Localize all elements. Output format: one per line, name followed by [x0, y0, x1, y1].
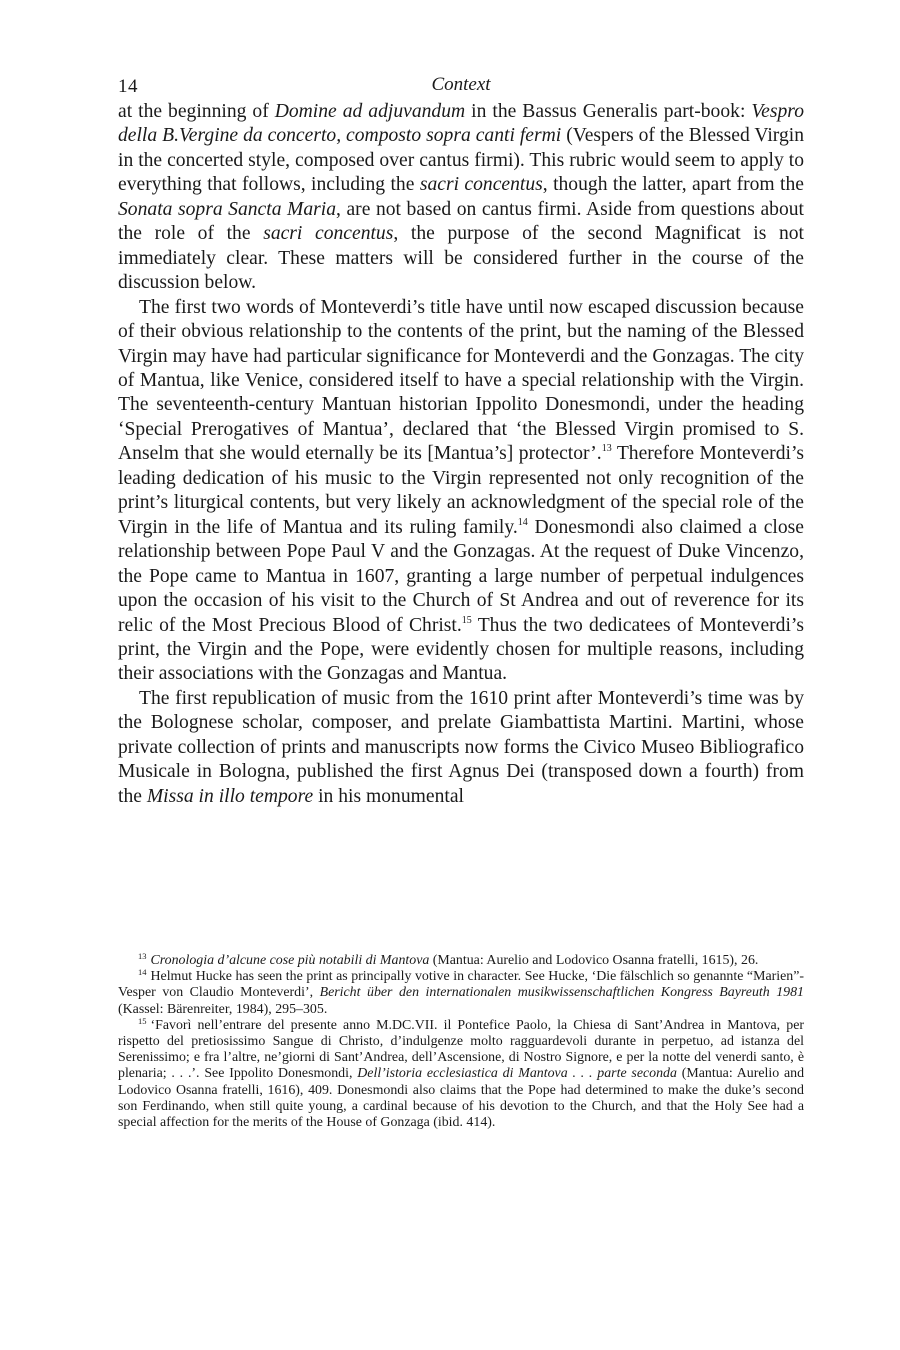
text-run: in his monumental — [313, 785, 464, 807]
italic-title: Domine ad adjuvandum — [274, 101, 466, 122]
footnote-number: 15 — [138, 1015, 147, 1026]
text-run: ‘Favorì nell’entrare del presente anno M.DC.VII. il Pontefice Paolo, la Chiesa di Sant’Andrea in Mantova, per rispetto del pretiosissimo Sangue di Christo, d’indulgenze molto ragguardevoli durante in perpetuo, ad istanza del Serenissimo; e fra l’altre, ne’giorni di Sant’Andrea, dell’Ascensione, di Nostro Signore, e per la notte del venerdi santo, è plenaria; . . .’. See Ippolito Donesmondi, — [118, 1017, 804, 1082]
text-run: , are not based on cantus firmi. Aside from questions about the role of the — [118, 198, 804, 245]
italic-title: Missa in illo tempore — [146, 785, 314, 807]
text-run: The first republication of music from the 1610 print after Monteverdi’s time was by the Bolognese scholar, composer, and prelate Giambattista Martini. Martini, whose private collection of prints and manuscripts now forms the Civico Museo Bibliografico Musicale in Bologna, published the first Agnus Dei (transposed down a fourth) from the — [118, 687, 804, 807]
italic-title: sacri concentus — [419, 174, 543, 196]
italic-title: sacri concentus — [263, 223, 394, 245]
footnote-reference[interactable]: 13 — [601, 443, 612, 455]
text-run: The first two words of Monteverdi’s title have until now escaped discussion because of their obvious relationship to the contents of the print, but the naming of the Blessed Virgin may have had particular significance for Monteverdi and the Gonzagas. The city of Mantua, like Venice, considered itself to have a special relationship with the Virgin. The seventeenth-century Mantuan historian Ippolito Donesmondi, under the heading ‘Special Prerogatives of Mantua’, declared that ‘the Blessed Virgin promised to S. Anselm that she would eternally be its [Mantua’s] protector’. — [118, 296, 804, 465]
italic-title: Dell’istoria ecclesiastica di Mantova . . . parte seconda — [357, 1066, 677, 1082]
body-text — [118, 100, 804, 809]
footnote — [118, 1015, 805, 1131]
text-run: Donesmondi also claimed a close relationship between Pope Paul V and the Gonzagas. At the request of Duke Vincenzo, the Pope came to Mantua in 1607, granting a large number of perpetual indulgences upon the occasion of his visit to the Church of St Andrea and out of reverence for its relic of the Most Precious Blood of Christ. — [118, 516, 804, 636]
paragraph — [118, 687, 804, 809]
text-run: at the beginning of — [118, 101, 275, 122]
text-run: Helmut Hucke has seen the print as principally votive in character. See Hucke, ‘Die fälschlich so genannte “Marien”-Vesper von Claudio Monteverdi’, — [118, 969, 804, 1001]
footnote — [118, 969, 804, 1018]
footnotes — [118, 953, 804, 1131]
text-run: Thus the two dedicatees of Monteverdi’s print, the Virgin and the Pope, were evidently chosen for multiple reasons, including their associations with the Gonzagas and Mantua. — [118, 614, 804, 685]
italic-title: Bericht über den internationalen musikwissenschaftlichen Kongress Bayreuth 1981 — [319, 985, 804, 1001]
footnote — [118, 953, 804, 969]
footnote-reference[interactable]: 15 — [461, 614, 472, 626]
text-run: (Mantua: Aurelio and Lodovico Osanna fratelli, 1615), 26. — [429, 953, 759, 968]
footnote-number: 14 — [138, 967, 147, 978]
page-number: 14 — [118, 76, 138, 97]
italic-title: Cronologia d’alcune cose più notabili di Mantova — [150, 953, 430, 968]
text-run: , the purpose of the second Magnificat is not immediately clear. These matters will be considered further in the course of the discussion below. — [118, 223, 804, 294]
footnote-number: 13 — [138, 951, 147, 961]
text-run: (Kassel: Bärenreiter, 1984), 295–305. — [118, 1001, 328, 1017]
paragraph — [118, 296, 804, 687]
italic-title: Vespro della B.Vergine da concerto, composto sopra canti fermi — [118, 101, 805, 147]
paragraph — [118, 100, 804, 296]
footnote-reference[interactable]: 14 — [517, 516, 528, 528]
running-head — [118, 74, 804, 100]
text-run: Therefore Monteverdi’s leading dedication of his music to the Virgin represented not only recognition of the print’s liturgical contents, but very likely an acknowledgment of the special role of the Virgin in the life of Mantua and its ruling family. — [118, 443, 805, 538]
text-run: (Mantua: Aurelio and Lodovico Osanna fratelli, 1616), 409. Donesmondi also claims that the Pope had determined to make the duke’s second son Ferdinando, when still quite young, a cardinal because of his devotion to the Church, and that the Holy See had a special affection for the merits of the House of Gonzaga (ibid. 414). — [118, 1066, 805, 1131]
text-run: (Vespers of the Blessed Virgin in the concerted style, composed over cantus firmi). This rubric would seem to apply to everything that follows, including the — [118, 125, 804, 196]
italic-title: Sonata sopra Sancta Maria — [118, 198, 337, 220]
running-head-title: Context — [431, 74, 491, 95]
text-run: , though the latter, apart from the — [542, 174, 804, 196]
text-run: in the Bassus Generalis part-book: — [465, 101, 752, 122]
